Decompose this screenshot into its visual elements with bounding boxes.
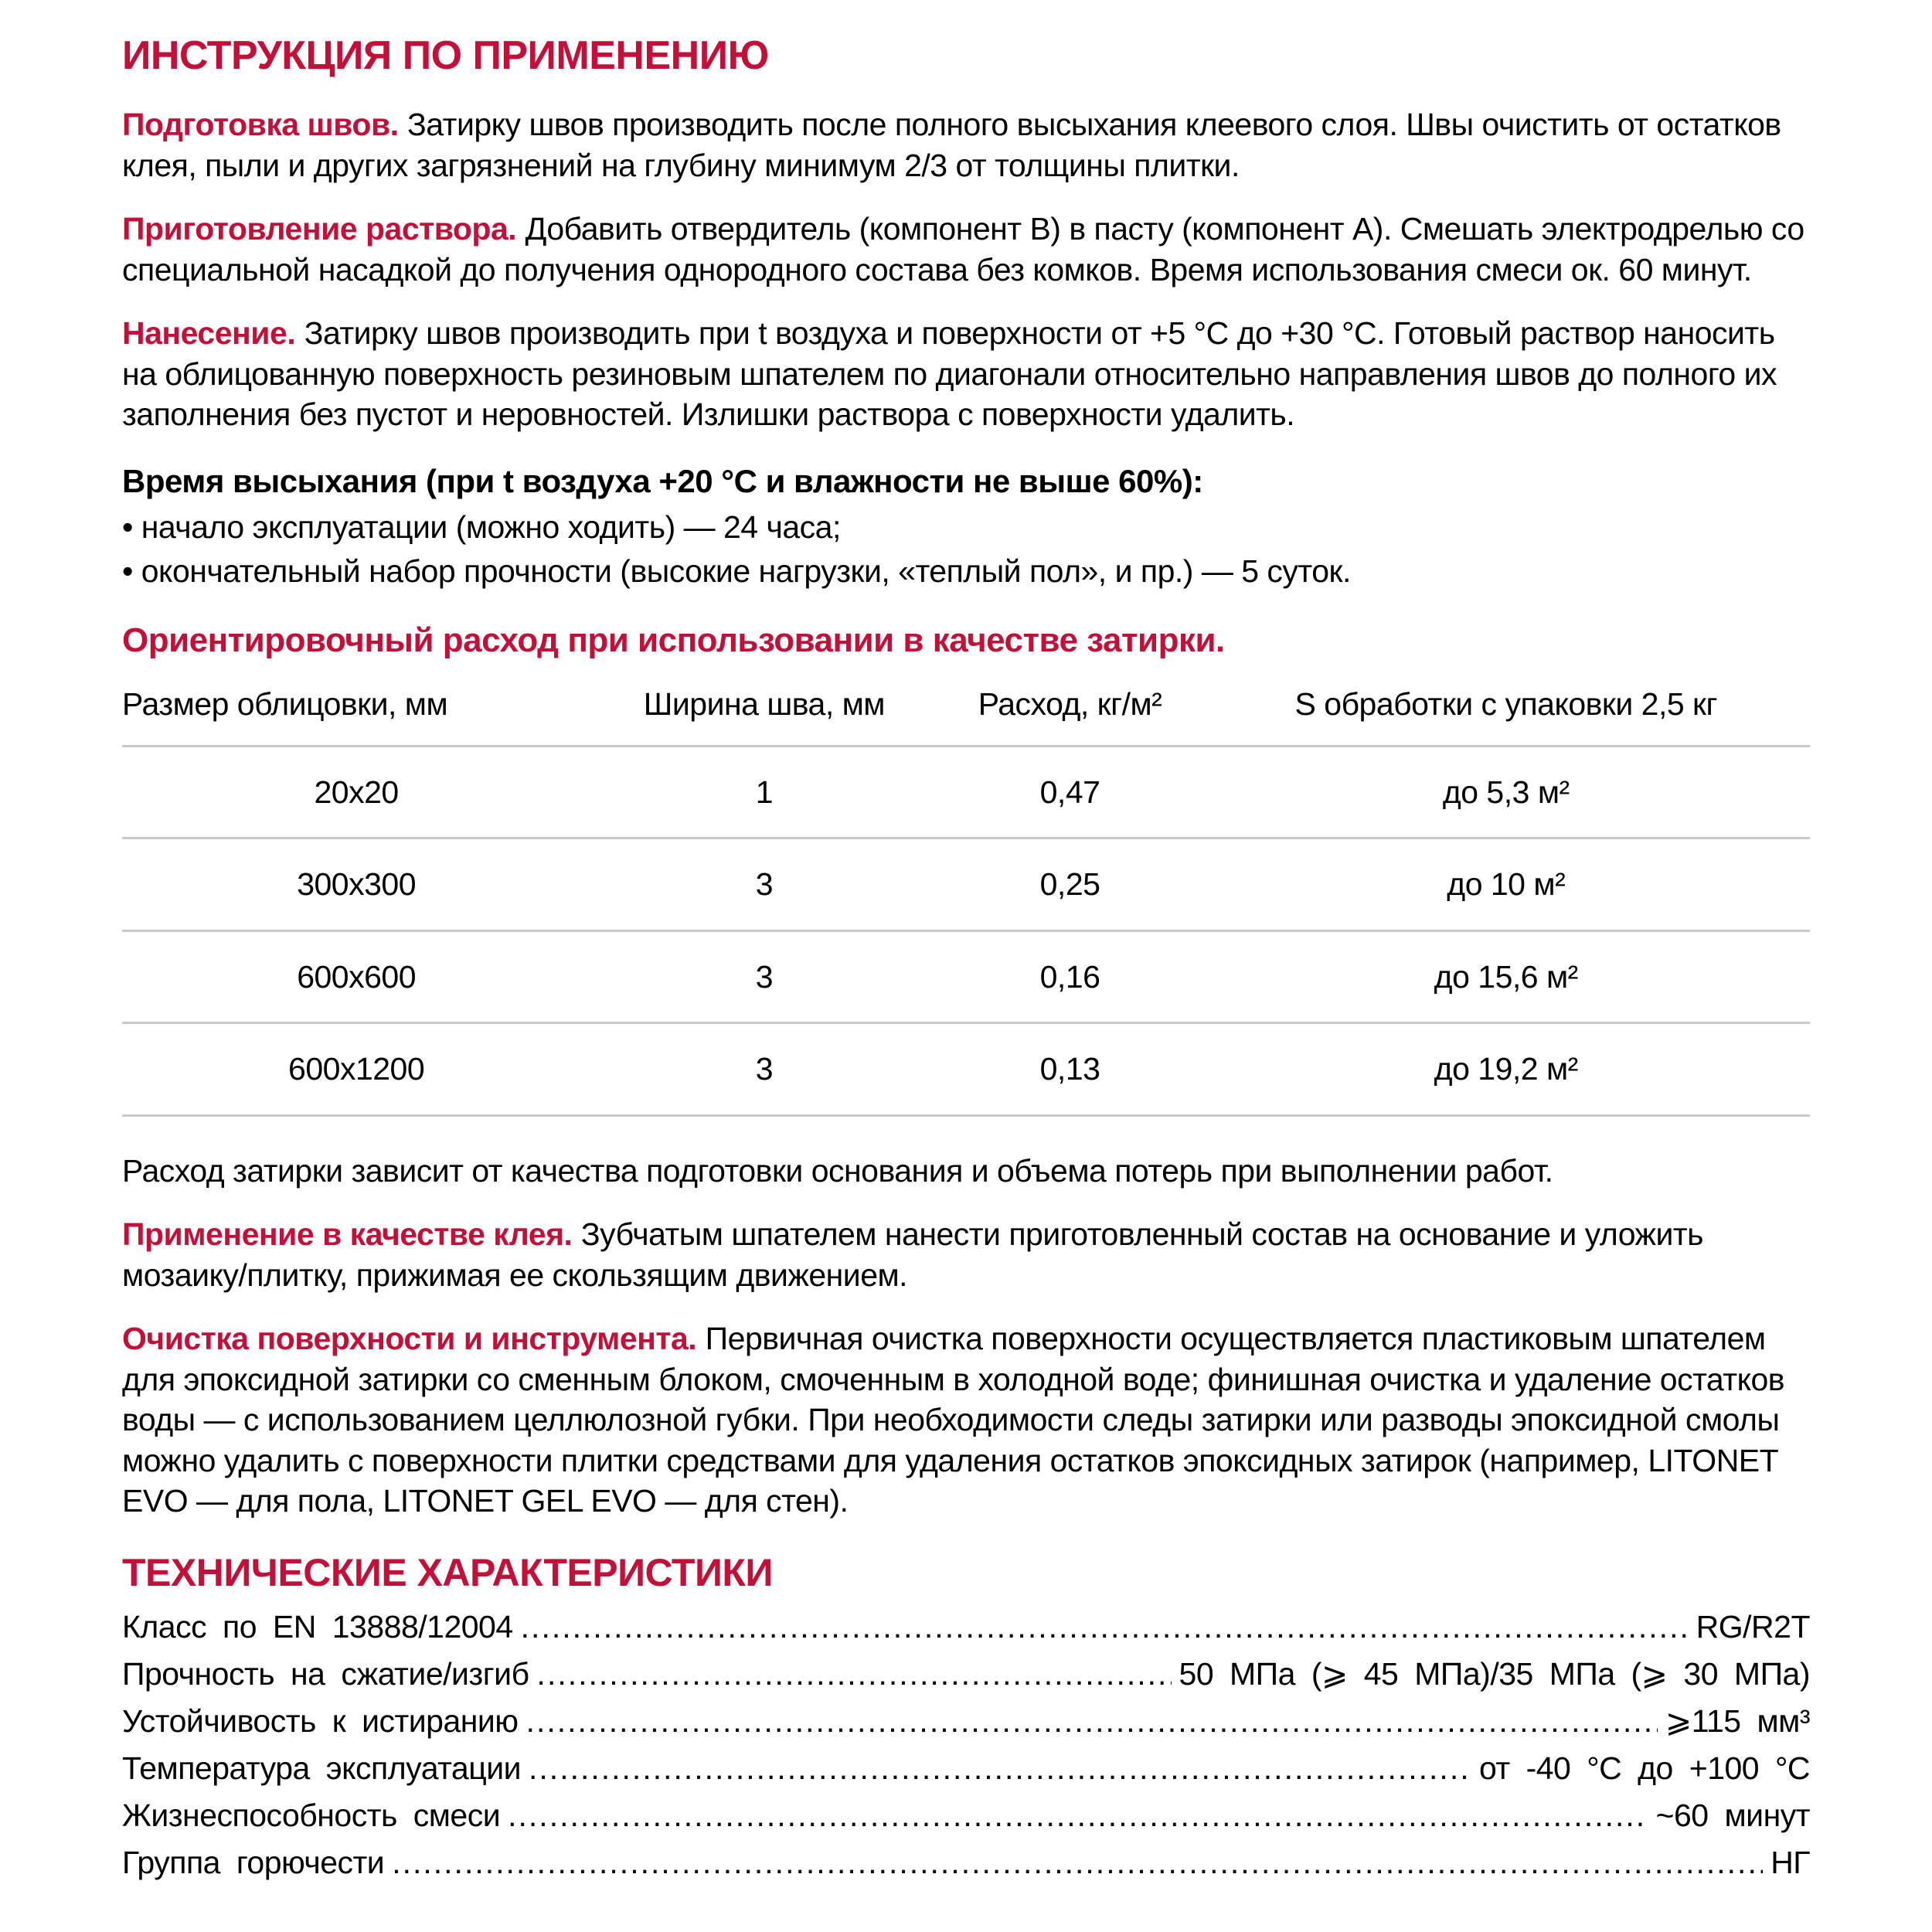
tech-specs-heading: ТЕХНИЧЕСКИЕ ХАРАКТЕРИСТИКИ bbox=[122, 1550, 773, 1594]
dotted-leader bbox=[537, 1651, 1172, 1698]
paragraph-application bbox=[122, 313, 1810, 434]
paragraph-text: Затирку швов производить при t воздуха и поверхности от +5 °C до +30 °C. Готовый раствор наносить на облицованную поверхность резиновым шпателем по диагонали относительно направления швов до полного их заполнения без пустот и неровностей. Излишки раствора с поверхности удалить. bbox=[122, 315, 1777, 432]
cell-coverage: до 10 м² bbox=[1202, 838, 1811, 930]
paragraph-lead: Приготовление раствора. bbox=[122, 211, 517, 247]
table-header bbox=[122, 673, 1810, 746]
spec-label: Жизнеспособность смеси bbox=[122, 1797, 501, 1833]
cell-tile-size: 600х600 bbox=[122, 930, 590, 1022]
cell-joint-width: 3 bbox=[590, 838, 937, 930]
cell-consumption: 0,13 bbox=[938, 1023, 1202, 1115]
cell-tile-size: 300х300 bbox=[122, 838, 590, 930]
cell-joint-width: 3 bbox=[590, 930, 937, 1022]
tech-specs-list bbox=[122, 1604, 1810, 1886]
drying-time-list bbox=[122, 507, 1810, 591]
spec-label: Температура эксплуатации bbox=[122, 1750, 522, 1786]
cell-coverage: до 19,2 м² bbox=[1202, 1023, 1811, 1115]
table-row bbox=[122, 930, 1810, 1022]
dotted-leader bbox=[508, 1792, 1648, 1839]
cell-coverage: до 15,6 м² bbox=[1202, 930, 1811, 1022]
table-row bbox=[122, 838, 1810, 930]
dotted-leader bbox=[526, 1698, 1658, 1745]
paragraph-adhesive-use bbox=[122, 1214, 1810, 1295]
paragraph-text: Добавить отвердитель (компонент B) в пасту (компонент A). Смешать электродрелью со специальной насадкой до получения однородного состава без комков. Время использования смеси ок. 60 минут. bbox=[122, 211, 1804, 287]
page-title: ИНСТРУКЦИЯ ПО ПРИМЕНЕНИЮ bbox=[122, 33, 769, 78]
table-row bbox=[122, 1023, 1810, 1115]
spec-row-pot-life bbox=[122, 1792, 1810, 1839]
paragraph-lead: Нанесение. bbox=[122, 315, 296, 352]
table-row bbox=[122, 746, 1810, 838]
spec-value: 50 МПа (⩾ 45 МПа)/35 МПа (⩾ 30 МПа) bbox=[1179, 1655, 1810, 1692]
column-header-joint-width: Ширина шва, мм bbox=[590, 673, 937, 746]
paragraph-cleaning bbox=[122, 1318, 1810, 1521]
spec-row-flammability bbox=[122, 1839, 1810, 1886]
spec-label: Прочность на сжатие/изгиб bbox=[122, 1655, 529, 1692]
dotted-leader bbox=[529, 1745, 1471, 1792]
cell-consumption: 0,16 bbox=[938, 930, 1202, 1022]
spec-row-temperature bbox=[122, 1745, 1810, 1792]
spec-row-strength bbox=[122, 1651, 1810, 1698]
paragraph-lead: Применение в качестве клея. bbox=[122, 1216, 573, 1253]
spec-row-class bbox=[122, 1604, 1810, 1651]
paragraph-joint-preparation bbox=[122, 104, 1810, 185]
spec-value: ~60 минут bbox=[1655, 1797, 1810, 1833]
cell-joint-width: 3 bbox=[590, 1023, 937, 1115]
consumption-heading: Ориентировочный расход при использовании в качестве затирки. bbox=[122, 621, 1225, 660]
cell-joint-width: 1 bbox=[590, 746, 937, 838]
spec-value: RG/R2T bbox=[1696, 1608, 1810, 1645]
paragraph-text: Первичная очистка поверхности осуществляется пластиковым шпателем для эпоксидной затирки со сменным блоком, смоченным в холодной воде; финишная очистка и удаление остатков воды — с использованием целлюлозной губки. При необходимости следы затирки или разводы эпоксидной смолы можно удалить с поверхности плитки средствами для удаления остатков эпоксидных затирок (например, LITONET EVO — для пола, LITONET GEL EVO — для стен). bbox=[122, 1321, 1785, 1519]
dotted-leader bbox=[521, 1604, 1689, 1651]
drying-time-heading: Время высыхания (при t воздуха +20 °C и влажности не выше 60%): bbox=[122, 463, 1203, 500]
spec-value: НГ bbox=[1770, 1844, 1810, 1880]
consumption-table bbox=[122, 673, 1810, 1116]
cell-consumption: 0,25 bbox=[938, 838, 1202, 930]
spec-label: Устойчивость к истиранию bbox=[122, 1702, 519, 1739]
paragraph-text: Зубчатым шпателем нанести приготовленный состав на основание и уложить мозаику/плитку, прижимая ее скользящим движением. bbox=[122, 1216, 1704, 1293]
table-body bbox=[122, 746, 1810, 1115]
list-item: • окончательный набор прочности (высокие нагрузки, «теплый пол», и пр.) — 5 суток. bbox=[122, 551, 1810, 591]
list-item: • начало эксплуатации (можно ходить) — 24 часа; bbox=[122, 507, 1810, 547]
cell-tile-size: 600х1200 bbox=[122, 1023, 590, 1115]
spec-value: ⩾115 мм³ bbox=[1665, 1702, 1810, 1739]
cell-tile-size: 20х20 bbox=[122, 746, 590, 838]
paragraph-lead: Очистка поверхности и инструмента. bbox=[122, 1321, 697, 1357]
column-header-coverage: S обработки с упаковки 2,5 кг bbox=[1202, 673, 1811, 746]
table-header-row bbox=[122, 673, 1810, 746]
column-header-tile-size: Размер облицовки, мм bbox=[122, 673, 590, 746]
dotted-leader bbox=[392, 1839, 1763, 1886]
paragraph-lead: Подготовка швов. bbox=[122, 107, 399, 143]
spec-label: Класс по EN 13888/12004 bbox=[122, 1608, 513, 1645]
cell-consumption: 0,47 bbox=[938, 746, 1202, 838]
cell-coverage: до 5,3 м² bbox=[1202, 746, 1811, 838]
paragraph-text: Затирку швов производить после полного высыхания клеевого слоя. Швы очистить от остатков клея, пыли и других загрязнений на глубину минимум 2/3 от толщины плитки. bbox=[122, 107, 1781, 183]
column-header-consumption: Расход, кг/м² bbox=[938, 673, 1202, 746]
spec-value: от -40 °C до +100 °C bbox=[1479, 1750, 1810, 1786]
paragraph-mix-preparation bbox=[122, 209, 1810, 290]
consumption-note: Расход затирки зависит от качества подготовки основания и объема потерь при выполнении работ. bbox=[122, 1152, 1553, 1189]
spec-label: Группа горючести bbox=[122, 1844, 385, 1880]
spec-row-abrasion bbox=[122, 1698, 1810, 1745]
